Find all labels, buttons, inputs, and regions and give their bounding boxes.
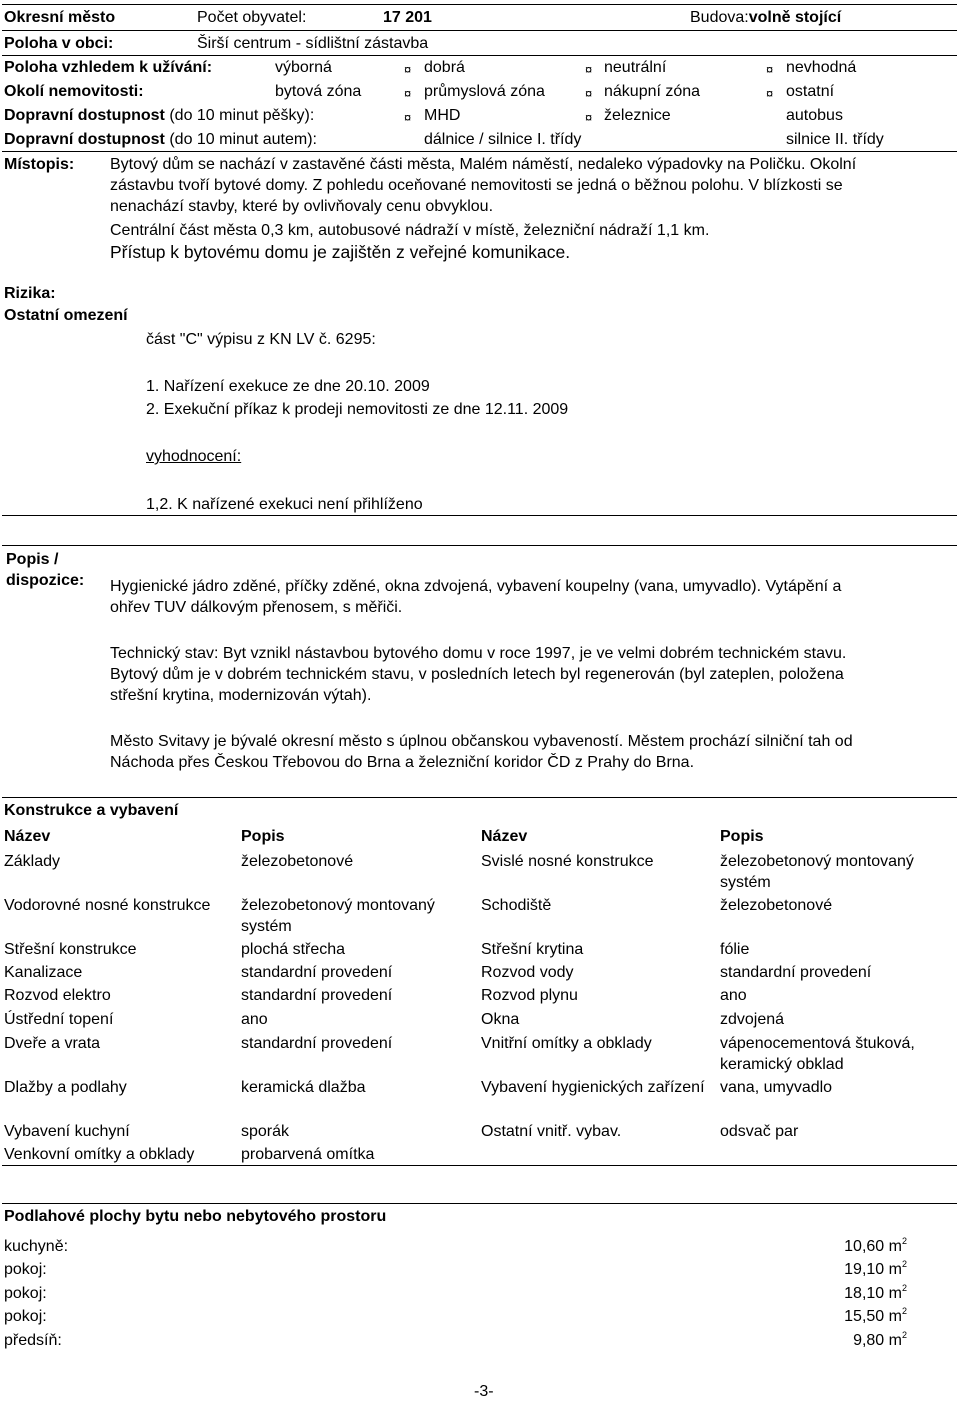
table-cell-popis: standardní provedení [241, 964, 393, 981]
table-cell-popis: standardní provedení [720, 964, 872, 981]
option-dalnice: dálnice / silnice I. třídy [424, 131, 582, 148]
plocha-label: kuchyně: [4, 1238, 69, 1255]
dd-autem-label-bold: Dopravní dostupnost [4, 131, 165, 148]
option-nakupni-zona: nákupní zóna [604, 83, 701, 100]
plocha-unit-exponent: 2 [901, 1306, 907, 1316]
table-cell-nazev: Schodiště [481, 897, 552, 914]
bullet-icon: ¤ [585, 62, 593, 77]
dd-autem-label [4, 130, 317, 149]
option-autobus: autobus [786, 107, 843, 124]
table-cell-nazev: Ostatní vnitř. vybav. [481, 1123, 622, 1140]
budova-value: volně stojící [748, 9, 842, 26]
mistopis-pristup: Přístup k bytovému domu je zajištěn z veřejné komunikace. [110, 242, 571, 262]
dd-pesky-label-rest: (do 10 minut pěšky): [164, 107, 315, 124]
table-cell-nazev: Ústřední topení [4, 1011, 114, 1028]
table-cell-nazev: Rozvod plynu [481, 987, 578, 1004]
option-ostatni: ostatní [786, 83, 835, 100]
table-cell-nazev: Kanalizace [4, 964, 83, 981]
plocha-unit-exponent: 2 [901, 1283, 907, 1293]
table-cell-popis: plochá střecha [241, 941, 346, 958]
bullet-icon: ¤ [404, 110, 412, 125]
plocha-value-with-unit [844, 1284, 907, 1303]
plocha-label: předsíň: [4, 1332, 62, 1349]
plocha-unit: m [888, 1332, 902, 1349]
cast-c-text: část "C" výpisu z KN LV č. 6295: [146, 331, 376, 348]
table-cell-nazev: Rozvod vody [481, 964, 574, 981]
bullet-icon: ¤ [585, 86, 593, 101]
riziko-item-1: 1. Nařízení exekuce ze dne 20.10. 2009 [146, 378, 430, 395]
option-silnice-ii: silnice II. třídy [786, 131, 884, 148]
table-cell-popis: standardní provedení [241, 1035, 393, 1052]
table-cell-popis: vana, umyvadlo [720, 1079, 833, 1096]
vyhodnoceni-text: 1,2. K nařízené exekuci není přihlíženo [146, 496, 423, 513]
mistopis-line-3: nenachází stavby, které by ovlivňovaly cenu obvyklou. [110, 198, 494, 215]
bullet-icon: ¤ [404, 62, 412, 77]
option-mhd: MHD [424, 107, 461, 124]
popis-p2-line2: Bytový dům je v dobrém technickém stavu, v posledních letech byl regenerován (byl zateplen, položena [110, 666, 844, 683]
table-cell-nazev: Dveře a vrata [4, 1035, 101, 1052]
popis-p3-line2: Náchoda přes Českou Třebovou do Brna a železniční koridor ČD z Prahy do Brna. [110, 754, 695, 771]
ostatni-omezeni-label: Ostatní omezení [4, 307, 128, 324]
table-cell-popis: ano [241, 1011, 268, 1028]
table-cell-nazev: Vybavení kuchyní [4, 1123, 130, 1140]
plochy-title: Podlahové plochy bytu nebo nebytového prostoru [4, 1208, 387, 1225]
table-cell-popis: probarvená omítka [241, 1146, 375, 1163]
table-cell-nazev: Střešní krytina [481, 941, 584, 958]
dd-pesky-label [4, 106, 314, 125]
table-cell-popis: železobetonový montovaný systém [241, 897, 435, 935]
popis-p2-line3: střešní krytina, modernizován výtah). [110, 687, 372, 704]
table-cell-popis: keramická dlažba [241, 1079, 366, 1096]
plocha-value: 9,80 [853, 1332, 885, 1349]
plocha-unit: m [888, 1308, 902, 1325]
poloha-v-obci-label: Poloha v obci: [4, 35, 114, 52]
plocha-unit: m [888, 1261, 902, 1278]
option-prumyslova-zona: průmyslová zóna [424, 83, 545, 100]
bullet-icon: ¤ [766, 62, 774, 77]
table-cell-popis: železobetonový montovaný systém [720, 853, 914, 891]
plocha-unit: m [888, 1238, 902, 1255]
plocha-unit-exponent: 2 [901, 1236, 907, 1246]
plocha-label: pokoj: [4, 1285, 47, 1302]
bullet-icon: ¤ [404, 86, 412, 101]
table-cell-nazev: Vnitřní omítky a obklady [481, 1035, 652, 1052]
page-number: -3- [474, 1383, 494, 1400]
popis-p2-line1: Technický stav: Byt vznikl nástavbou bytového domu v roce 1997, je ve velmi dobrém technickém stavu. [110, 645, 847, 662]
plocha-unit-exponent: 2 [901, 1330, 907, 1340]
table-cell-popis: vápenocementová štuková, keramický obklad [720, 1035, 915, 1073]
option-bytova-zona: bytová zóna [275, 83, 362, 100]
table-cell-nazev: Rozvod elektro [4, 987, 111, 1004]
pocet-obyvatel-label: Počet obyvatel: [197, 9, 307, 26]
budova-label: Budova: [690, 9, 749, 26]
mistopis-line-2: zástavbu tvoří bytové domy. Z pohledu oceňované nemovitosti se jedná o běžnou polohu. V blízkosti se [110, 177, 843, 194]
popis-label-line2: dispozice: [6, 572, 85, 589]
poloha-vzhledem-label: Poloha vzhledem k užívání: [4, 59, 213, 76]
table-cell-popis: odsvač par [720, 1123, 799, 1140]
konstrukce-title: Konstrukce a vybavení [4, 802, 179, 819]
table-cell-nazev: Venkovní omítky a obklady [4, 1146, 195, 1163]
table-cell-popis: fólie [720, 941, 750, 958]
plocha-value-with-unit [844, 1260, 907, 1279]
option-nevhodna: nevhodná [786, 59, 857, 76]
pocet-obyvatel-value: 17 201 [383, 9, 432, 26]
plocha-value-with-unit [844, 1237, 907, 1256]
option-zeleznice: železnice [604, 107, 671, 124]
konstrukce-header-popis-1: Popis [241, 828, 285, 845]
konstrukce-header-nazev-2: Název [481, 828, 528, 845]
budova-field [690, 8, 841, 27]
table-cell-popis: ano [720, 987, 747, 1004]
table-cell-nazev: Vodorovné nosné konstrukce [4, 897, 211, 914]
table-cell-nazev: Základy [4, 853, 61, 870]
popis-p3-line1: Město Svitavy je bývalé okresní město s úplnou občanskou vybaveností. Městem prochází silniční tah od [110, 733, 853, 750]
option-dobra: dobrá [424, 59, 465, 76]
plocha-value-with-unit [844, 1307, 907, 1326]
table-cell-nazev: Dlažby a podlahy [4, 1079, 127, 1096]
vyhodnoceni-label: vyhodnocení: [146, 448, 242, 465]
mistopis-centralni: Centrální část města 0,3 km, autobusové nádraží v místě, železniční nádraží 1,1 km. [110, 222, 710, 239]
plocha-value: 19,10 [844, 1261, 885, 1278]
plocha-value: 18,10 [844, 1285, 885, 1302]
option-vyborna: výborná [275, 59, 332, 76]
popis-p1-line1: Hygienické jádro zděné, příčky zděné, okna zdvojená, vybavení koupelny (vana, umyvadlo). Vytápění a [110, 578, 842, 595]
popis-p1-line2: ohřev TUV dálkovým přenosem, s měřiči. [110, 599, 403, 616]
konstrukce-header-nazev-1: Název [4, 828, 51, 845]
okresni-mesto-label: Okresní město [4, 9, 116, 26]
table-cell-nazev: Střešní konstrukce [4, 941, 137, 958]
table-cell-popis: sporák [241, 1123, 290, 1140]
plocha-value: 15,50 [844, 1308, 885, 1325]
bullet-icon: ¤ [585, 110, 593, 125]
plocha-value: 10,60 [844, 1238, 885, 1255]
konstrukce-header-popis-2: Popis [720, 828, 764, 845]
table-cell-nazev: Svislé nosné konstrukce [481, 853, 654, 870]
table-cell-popis: zdvojená [720, 1011, 785, 1028]
option-neutralni: neutrální [604, 59, 667, 76]
plocha-value-with-unit [853, 1331, 907, 1350]
table-cell-popis: standardní provedení [241, 987, 393, 1004]
bullet-icon: ¤ [766, 86, 774, 101]
rizika-label: Rizika: [4, 285, 56, 302]
mistopis-label: Místopis: [4, 156, 75, 173]
table-cell-nazev: Vybavení hygienických zařízení [481, 1079, 705, 1096]
mistopis-line-1: Bytový dům se nachází v zastavěné části města, Malém náměstí, nedaleko výpadovky na Poličku. Okolní [110, 156, 857, 173]
poloha-v-obci-value: Širší centrum - sídlištní zástavba [197, 35, 429, 52]
plocha-label: pokoj: [4, 1308, 47, 1325]
table-cell-popis: železobetonové [720, 897, 833, 914]
riziko-item-2: 2. Exekuční příkaz k prodeji nemovitosti ze dne 12.11. 2009 [146, 401, 569, 418]
plocha-unit: m [888, 1285, 902, 1302]
table-cell-popis: železobetonové [241, 853, 354, 870]
popis-label-line1: Popis / [6, 551, 59, 568]
dd-autem-label-rest: (do 10 minut autem): [164, 131, 317, 148]
plocha-unit-exponent: 2 [901, 1259, 907, 1269]
okoli-label: Okolí nemovitosti: [4, 83, 144, 100]
table-cell-nazev: Okna [481, 1011, 520, 1028]
dd-pesky-label-bold: Dopravní dostupnost [4, 107, 165, 124]
plocha-label: pokoj: [4, 1261, 47, 1278]
